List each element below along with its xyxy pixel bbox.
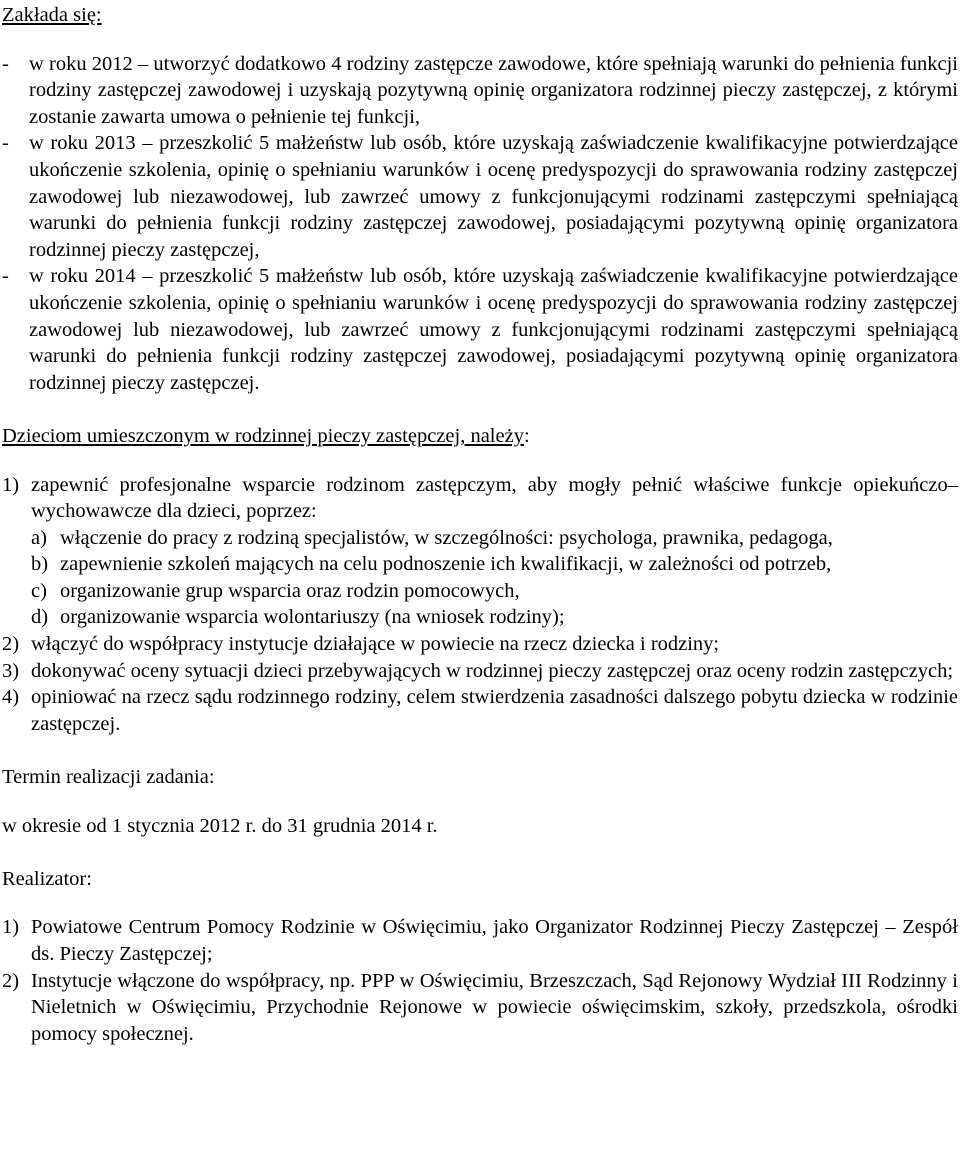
list-item-text: włączenie do pracy z rodziną specjalistów, w szczególności: psychologa, prawnika, pedagoga,: [60, 526, 833, 549]
list-marker: 1): [2, 473, 20, 496]
list-marker: 1): [2, 916, 20, 939]
list-item: [2, 51, 958, 131]
list-marker: 2): [2, 969, 20, 992]
spacer: [2, 892, 958, 914]
section-heading-zaklada: [2, 2, 958, 29]
list-item: [2, 472, 958, 632]
list-marker: -: [2, 52, 9, 75]
sub-list: [2, 525, 958, 631]
realizator-list: [2, 914, 958, 1047]
list-item-text: organizowanie grup wsparcia oraz rodzin pomocowych,: [60, 579, 520, 602]
date-range-text: w okresie od 1 stycznia 2012 r. do 31 grudnia 2014 r.: [2, 814, 438, 837]
list-marker: a): [31, 526, 47, 549]
sub-list-item: [31, 604, 958, 631]
section-heading-dzieciom: [2, 423, 958, 450]
section-heading-realizator: Realizator:: [2, 867, 92, 890]
list-item: [2, 631, 958, 658]
document-page: [0, 2, 960, 1047]
sub-list-item: [31, 578, 958, 605]
list-item-text: w roku 2014 – przeszkolić 5 małżeństw lub osób, które uzyskają zaświadczenie kwalifikacyjne potwierdzające ukończenie szkolenia, opinię o spełnianiu warunków i ocenę predyspozycji do sprawowania rodziny zastępczej zawodowej lub niezawodowej, lub zawrzeć umowy z funkcjonującymi rodzinami zastępczymi spełniającą warunki do pełnienia funkcji rodziny zastępczej zawodowej, posiadającymi pozytywną opinię organizatora rodzinnej pieczy zastępczej.: [29, 265, 958, 394]
list-item-text: opiniować na rzecz sądu rodzinnego rodziny, celem stwierdzenia zasadności dalszego pobytu dziecka w rodzinie zastępczej.: [31, 686, 958, 735]
list-item-text: organizowanie wsparcia wolontariuszy (na wniosek rodziny);: [60, 606, 565, 629]
list-item-text: zapewnienie szkoleń mających na celu podnoszenie ich kwalifikacji, w zależności od potrzeb,: [60, 553, 832, 576]
list-marker: -: [2, 132, 9, 155]
list-item-text: w roku 2013 – przeszkolić 5 małżeństw lub osób, które uzyskają zaświadczenie kwalifikacyjne potwierdzające ukończenie szkolenia, opinię o spełnianiu warunków i ocenę predyspozycji do sprawowania rodziny zastępczej zawodowej lub niezawodowej, lub zawrzeć umowy z funkcjonującymi rodzinami zastępczymi spełniającą warunki do pełnienia funkcji rodziny zastępczej zawodowej, posiadającymi pozytywną opinię organizatora rodzinnej pieczy zastępczej,: [29, 132, 958, 261]
spacer: [2, 29, 958, 51]
list-item-text: Instytucje włączone do współpracy, np. PPP w Oświęcimiu, Brzeszczach, Sąd Rejonowy Wydział III Rodzinny i Nieletnich w Oświęcimiu, Przychodnie Rejonowe w powiecie oświęcimskim, szkoły, przedszkola, ośrodki pomocy społecznej.: [31, 969, 958, 1045]
list-item-text: zapewnić profesjonalne wsparcie rodzinom zastępczym, aby mogły pełnić właściwe funkcje opiekuńczo–wychowawcze dla dzieci, poprzez:: [31, 473, 958, 523]
list-item-text: włączyć do współpracy instytucje działające w powiecie na rzecz dziecka i rodziny;: [31, 633, 720, 656]
list-item: [2, 130, 958, 263]
list-marker: c): [31, 579, 47, 602]
list-marker: 4): [2, 686, 20, 709]
list-marker: -: [2, 265, 9, 288]
spacer: [2, 839, 958, 866]
list-marker: d): [31, 606, 49, 629]
section-heading-termin: Termin realizacji zadania:: [2, 766, 215, 789]
heading-text: Dzieciom umieszczonym w rodzinnej pieczy zastępczej, należy: [2, 424, 524, 447]
list-marker: 3): [2, 659, 20, 682]
list-item: [2, 968, 958, 1048]
list-item-text: Powiatowe Centrum Pomocy Rodzinie w Oświęcimiu, jako Organizator Rodzinnej Pieczy Zastępczej – Zespół ds. Pieczy Zastępczej;: [31, 916, 958, 965]
heading-suffix: :: [523, 424, 530, 447]
list-item-text: w roku 2012 – utworzyć dodatkowo 4 rodziny zastępcze zawodowe, które spełniają warunki do pełnienia funkcji rodziny zastępczej zawodowej i uzyskają pozytywną opinię organizatora rodzinnej pieczy zastępczej, z którymi zostanie zawarta umowa o pełnienie tej funkcji,: [29, 52, 958, 128]
list-item: [2, 263, 958, 396]
numbered-list: [2, 472, 958, 738]
list-item: [2, 658, 958, 685]
heading-text: Zakłada się:: [2, 4, 102, 26]
spacer: [2, 791, 958, 813]
list-marker: 2): [2, 633, 20, 656]
list-item-text: dokonywać oceny sytuacji dzieci przebywających w rodzinnej pieczy zastępczej oraz oceny rodzin zastępczych;: [31, 659, 954, 682]
spacer: [2, 737, 958, 764]
dash-list: [2, 51, 958, 397]
spacer: [2, 396, 958, 423]
spacer: [2, 450, 958, 472]
sub-list-item: [31, 525, 958, 552]
sub-list-item: [31, 551, 958, 578]
list-item: [2, 684, 958, 737]
list-item: [2, 914, 958, 967]
list-marker: b): [31, 553, 49, 576]
